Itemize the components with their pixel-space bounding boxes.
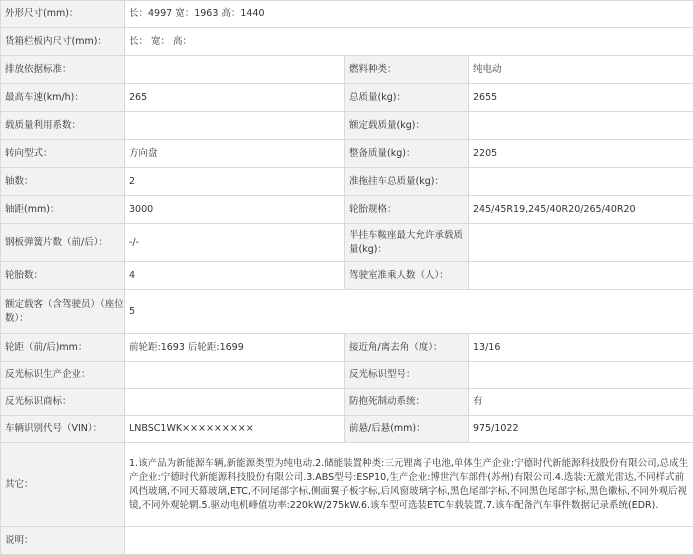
table-row bbox=[1, 196, 693, 224]
reflector-brand-label: 反光标识商标： bbox=[1, 389, 125, 416]
track-label: 轮距（前/后)mm： bbox=[1, 334, 125, 362]
tire-spec-value: 245/45R19,245/40R20/265/40R20 bbox=[469, 196, 693, 224]
tire-count-label: 轮胎数： bbox=[1, 262, 125, 290]
overhang-label: 前悬/后悬(mm)： bbox=[345, 416, 469, 443]
tire-spec-label: 轮胎规格： bbox=[345, 196, 469, 224]
other-label: 其它： bbox=[1, 443, 125, 527]
load-util-label: 载质量利用系数： bbox=[1, 112, 125, 140]
table-row bbox=[1, 168, 693, 196]
vin-label: 车辆识别代号（VIN）： bbox=[1, 416, 125, 443]
cargo-size-label: 货箱栏板内尺寸(mm)： bbox=[1, 28, 125, 56]
rated-load-label: 额定载质量(kg)： bbox=[345, 112, 469, 140]
curb-mass-value: 2205 bbox=[469, 140, 693, 168]
fuel-type-label: 燃料种类： bbox=[345, 56, 469, 84]
wheelbase-value: 3000 bbox=[125, 196, 345, 224]
outer-size-label: 外形尺寸(mm)： bbox=[1, 1, 125, 28]
gross-mass-value: 2655 bbox=[469, 84, 693, 112]
wheelbase-label: 轴距(mm)： bbox=[1, 196, 125, 224]
emission-value bbox=[125, 56, 345, 84]
max-speed-value: 265 bbox=[125, 84, 345, 112]
leaf-spring-value: -/- bbox=[125, 224, 345, 262]
remark-value bbox=[125, 527, 693, 555]
abs-value: 有 bbox=[469, 389, 693, 416]
tire-count-value: 4 bbox=[125, 262, 345, 290]
max-speed-label: 最高车速(km/h)： bbox=[1, 84, 125, 112]
emission-label: 排放依据标准： bbox=[1, 56, 125, 84]
reflector-model-label: 反光标识型号： bbox=[345, 362, 469, 389]
table-row bbox=[1, 1, 693, 28]
approach-angle-label: 接近角/离去角（度）： bbox=[345, 334, 469, 362]
fuel-type-value: 纯电动 bbox=[469, 56, 693, 84]
reflector-maker-value bbox=[125, 362, 345, 389]
table-row bbox=[1, 262, 693, 290]
rated-passengers-value: 5 bbox=[125, 290, 693, 334]
saddle-load-value bbox=[469, 224, 693, 262]
leaf-spring-label: 钢板弹簧片数（前/后）： bbox=[1, 224, 125, 262]
load-util-value bbox=[125, 112, 345, 140]
table-row bbox=[1, 56, 693, 84]
vin-value: LNBSC1WK××××××××× bbox=[125, 416, 345, 443]
gross-mass-label: 总质量(kg)： bbox=[345, 84, 469, 112]
abs-label: 防抱死制动系统： bbox=[345, 389, 469, 416]
steering-label: 转向型式： bbox=[1, 140, 125, 168]
axles-label: 轴数： bbox=[1, 168, 125, 196]
outer-size-value: 长：4997 宽：1963 高：1440 bbox=[125, 1, 693, 28]
table-row bbox=[1, 290, 693, 334]
curb-mass-label: 整备质量(kg)： bbox=[345, 140, 469, 168]
overhang-value: 975/1022 bbox=[469, 416, 693, 443]
table-row bbox=[1, 389, 693, 416]
rated-load-value bbox=[469, 112, 693, 140]
table-row bbox=[1, 334, 693, 362]
table-row bbox=[1, 527, 693, 555]
reflector-model-value bbox=[469, 362, 693, 389]
axles-value: 2 bbox=[125, 168, 345, 196]
remark-label: 说明： bbox=[1, 527, 125, 555]
rated-passengers-label: 额定载客（含驾驶员）（座位数）： bbox=[1, 290, 125, 334]
cab-seats-label: 驾驶室准乘人数（人）： bbox=[345, 262, 469, 290]
reflector-brand-value bbox=[125, 389, 345, 416]
trailer-mass-label: 准拖挂车总质量(kg)： bbox=[345, 168, 469, 196]
table-row bbox=[1, 416, 693, 443]
table-row bbox=[1, 362, 693, 389]
table-row bbox=[1, 140, 693, 168]
steering-value: 方向盘 bbox=[125, 140, 345, 168]
table-row bbox=[1, 224, 693, 262]
table-row bbox=[1, 84, 693, 112]
approach-angle-value: 13/16 bbox=[469, 334, 693, 362]
trailer-mass-value bbox=[469, 168, 693, 196]
table-row bbox=[1, 28, 693, 56]
track-value: 前轮距:1693 后轮距:1699 bbox=[125, 334, 345, 362]
other-notes: 1.该产品为新能源车辆,新能源类型为纯电动.2.储能装置种类:三元锂离子电池,单体生产企业:宁德时代新能源科技股份有限公司,总成生产企业:宁德时代新能源科技股份有限公司.3.ABS型号:ESP10,生产企业:博世汽车部件(苏州)有限公司.4.选装:无激光雷达,不同样式前风挡玻璃,不同天幕玻璃,ETC,不同尾部字标,侧面翼子板字标,后风窗玻璃字标,黑色尾部字标,不同黑色尾部字标,黑色徽标,不同外观后视镜,不同外观轮辋.5.驱动电机峰值功率:220kW/275kW.6.该车型可选装ETC车载装置.7.该车配备汽车事件数据记录系统(EDR). bbox=[125, 443, 693, 527]
table-row bbox=[1, 112, 693, 140]
saddle-load-label: 半挂车鞍座最大允许承载质量(kg)： bbox=[345, 224, 469, 262]
table-row bbox=[1, 443, 693, 527]
cargo-size-value: 长： 宽： 高： bbox=[125, 28, 693, 56]
reflector-maker-label: 反光标识生产企业： bbox=[1, 362, 125, 389]
cab-seats-value bbox=[469, 262, 693, 290]
